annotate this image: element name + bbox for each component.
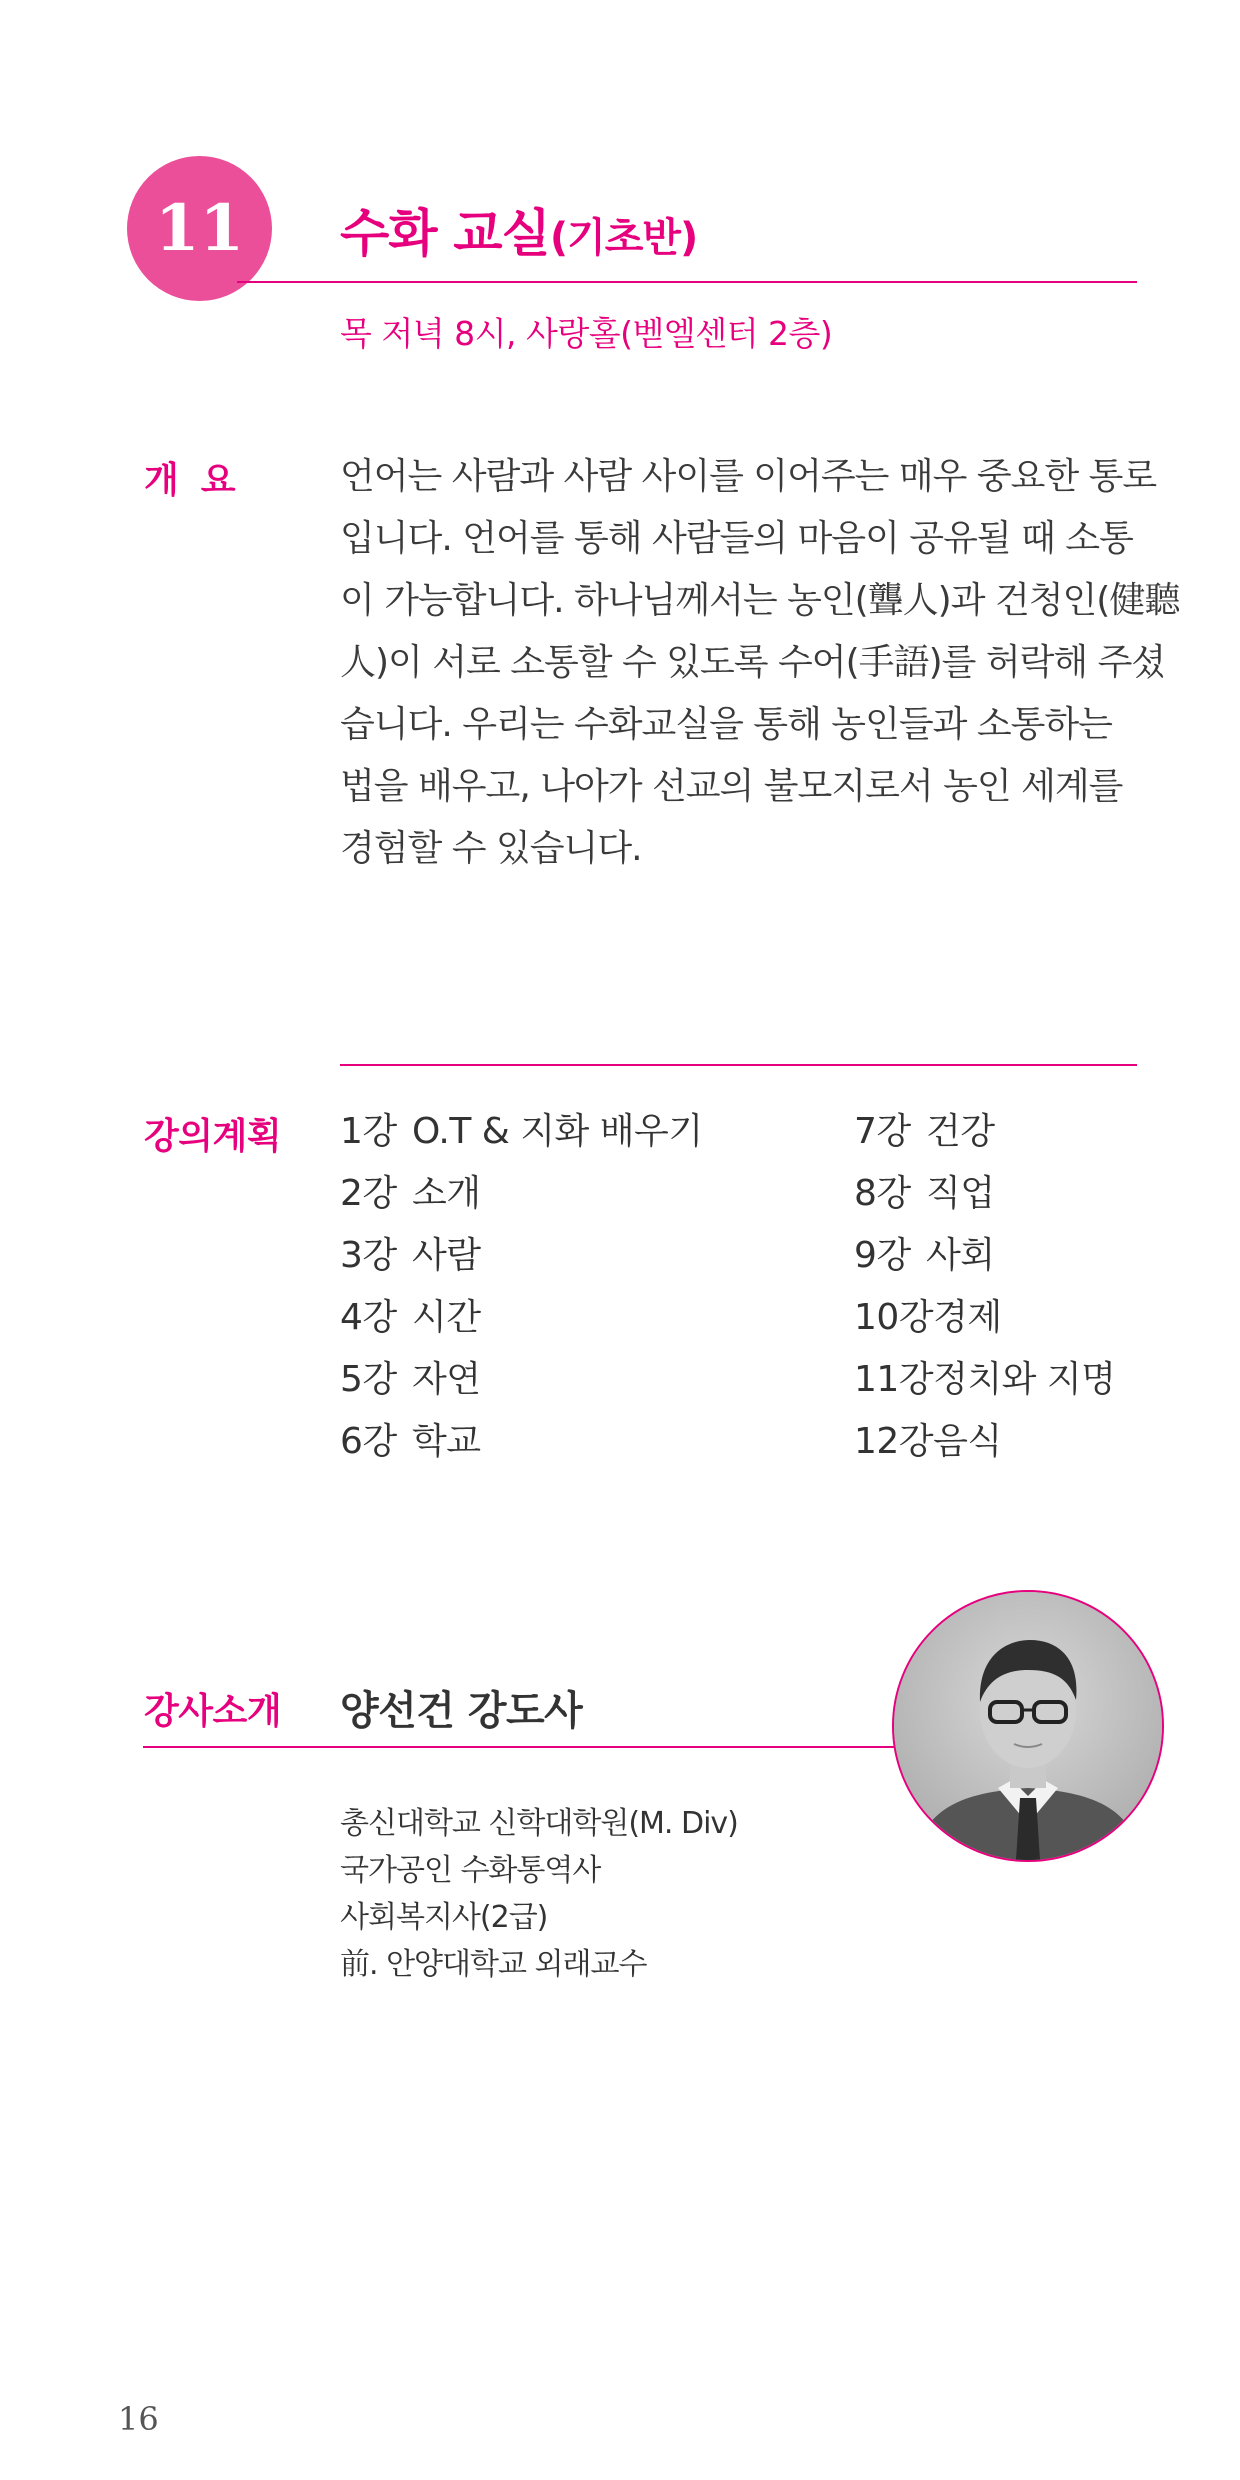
lecture-number: 10강 [854,1297,934,1338]
overview-text [340,446,1180,880]
overview-line: 언어는 사람과 사람 사이를 이어주는 매우 중요한 통로 [340,456,1157,497]
lecture-topic: 음식 [933,1421,1002,1462]
lecture-item [340,1349,703,1411]
plan-column-left [340,1101,703,1473]
lecture-item [854,1101,1115,1163]
lecture-number: 8강 [854,1173,911,1214]
overview-line: 人)이 서로 소통할 수 있도록 수어(手語)를 허락해 주셨 [340,642,1166,683]
plan-divider [340,1064,1137,1066]
overview-line: 경험할 수 있습니다. [340,828,642,869]
lecture-item [854,1163,1115,1225]
lecture-topic: 직업 [926,1173,995,1214]
lecture-number: 11강 [854,1359,934,1400]
lecture-topic: 경제 [933,1297,1002,1338]
instructor-photo [892,1590,1164,1862]
overview-line: 습니다. 우리는 수화교실을 통해 농인들과 소통하는 [340,704,1112,745]
plan-column-right [854,1101,1115,1473]
instructor-label: 강사소개 [144,1691,282,1732]
title-main: 수화 교실 [340,205,550,264]
overview-line: 입니다. 언어를 통해 사람들의 마음이 공유될 때 소통 [340,518,1133,559]
instructor-portrait-illustration [894,1592,1162,1860]
lecture-number: 2강 [340,1173,397,1214]
lecture-item [340,1287,703,1349]
overview-line: 법을 배우고, 나아가 선교의 불모지로서 농인 세계를 [340,766,1123,807]
lecture-number: 3강 [340,1235,397,1276]
lecture-item [340,1101,703,1163]
lecture-topic: 자연 [412,1359,481,1400]
lecture-topic: O.T & 지화 배우기 [412,1111,703,1152]
schedule-text: 목 저녁 8시, 사랑홀(벧엘센터 2층) [340,314,833,353]
lecture-number: 12강 [854,1421,934,1462]
instructor-divider [143,1746,895,1748]
bio-line: 국가공인 수화통역사 [340,1853,601,1888]
instructor-bio [340,1800,738,1988]
title-divider [237,281,1137,283]
lecture-item [340,1411,703,1473]
plan-label: 강의계획 [144,1116,282,1157]
lecture-item [340,1225,703,1287]
lecture-topic: 정치와 지명 [933,1359,1116,1400]
lecture-topic: 학교 [412,1421,481,1462]
lecture-topic: 사람 [412,1235,481,1276]
bio-line: 사회복지사(2급) [340,1900,548,1935]
lecture-number: 9강 [854,1235,911,1276]
lecture-topic: 사회 [926,1235,995,1276]
lecture-number: 6강 [340,1421,397,1462]
lecture-item [854,1287,1115,1349]
lecture-item [854,1225,1115,1287]
instructor-name: 양선건 강도사 [340,1688,583,1734]
title-sub: (기초반) [549,215,698,261]
section-number-badge: 11 [127,156,272,301]
lecture-item [854,1349,1115,1411]
lecture-topic: 소개 [412,1173,481,1214]
lecture-topic: 시간 [412,1297,481,1338]
lecture-topic: 건강 [926,1111,995,1152]
lecture-number: 4강 [340,1297,397,1338]
lecture-number: 5강 [340,1359,397,1400]
page-number: 16 [118,2400,159,2438]
overview-label: 개요 [144,460,258,501]
page-title [340,192,697,266]
lecture-number: 1강 [340,1111,397,1152]
lecture-number: 7강 [854,1111,911,1152]
bio-line: 총신대학교 신학대학원(M. Div) [340,1806,738,1841]
bio-line: 前. 안양대학교 외래교수 [340,1947,647,1982]
overview-line: 이 가능합니다. 하나님께서는 농인(聾人)과 건청인(健聽 [340,580,1180,621]
lecture-item [854,1411,1115,1473]
lecture-item [340,1163,703,1225]
